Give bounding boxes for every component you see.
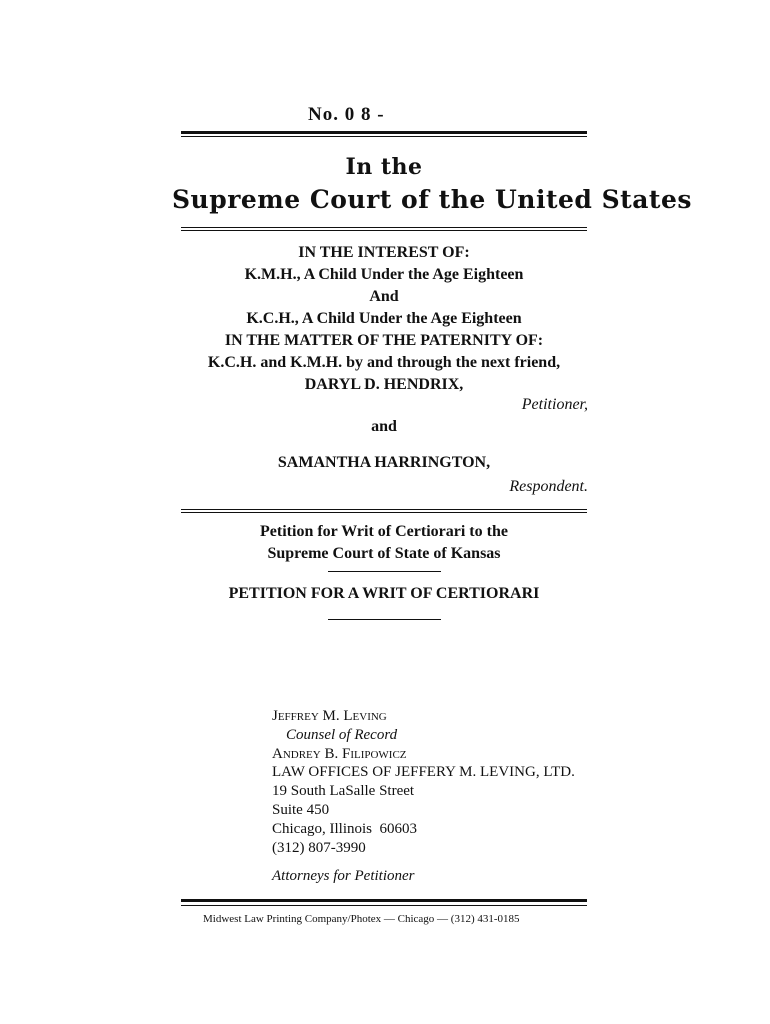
petition-short-rule-2 — [328, 619, 441, 620]
court-rule-2 — [181, 230, 587, 231]
caption-line-6: K.C.H. and K.M.H. by and through the next friend, — [207, 354, 561, 371]
court-rule-1 — [181, 227, 587, 228]
respondent-role: Respondent. — [509, 478, 588, 495]
petitioner-name: DARYL D. HENDRIX, — [304, 376, 464, 393]
docket-number: No. 0 8 - — [308, 104, 385, 125]
counsel-name-2: Andrey B. Filipowicz — [272, 746, 407, 762]
printer-imprint: Midwest Law Printing Company/Photex — Chicago — (312) 431-0185 — [203, 913, 520, 925]
respondent-name: SAMANTHA HARRINGTON, — [277, 454, 491, 471]
caption-line-5: IN THE MATTER OF THE PATERNITY OF: — [224, 332, 544, 349]
petitioner-role: Petitioner, — [521, 396, 588, 413]
city-state-zip: Chicago, Illinois 60603 — [272, 821, 417, 837]
law-firm: LAW OFFICES OF JEFFERY M. LEVING, LTD. — [272, 764, 575, 780]
caption-line-4: K.C.H., A Child Under the Age Eighteen — [246, 310, 522, 327]
attorneys-for: Attorneys for Petitioner — [272, 868, 415, 884]
petition-short-rule-1 — [328, 571, 441, 572]
petition-title: PETITION FOR A WRIT OF CERTIORARI — [228, 585, 540, 602]
caption-rule-1 — [181, 509, 587, 510]
caption-and: and — [371, 418, 397, 435]
caption-rule-2 — [181, 512, 587, 513]
petition-line-2: Supreme Court of State of Kansas — [267, 545, 501, 562]
court-heading-in-the: In the — [345, 154, 423, 180]
counsel-name-1: Jeffrey M. Leving — [272, 708, 387, 724]
suite: Suite 450 — [272, 802, 330, 818]
bottom-rule-thick — [181, 899, 587, 902]
caption-line-3: And — [369, 288, 399, 305]
counsel-role-1: Counsel of Record — [286, 727, 398, 743]
top-rule-thick — [181, 131, 587, 134]
street-address: 19 South LaSalle Street — [272, 783, 415, 799]
top-rule-thin — [181, 136, 587, 137]
petition-line-1: Petition for Writ of Certiorari to the — [260, 523, 508, 540]
caption-line-1: IN THE INTEREST OF: — [298, 244, 470, 261]
phone: (312) 807-3990 — [272, 840, 366, 856]
court-heading-name: Supreme Court of the United States — [172, 185, 692, 214]
bottom-rule-thin — [181, 905, 587, 906]
caption-line-2: K.M.H., A Child Under the Age Eighteen — [244, 266, 524, 283]
